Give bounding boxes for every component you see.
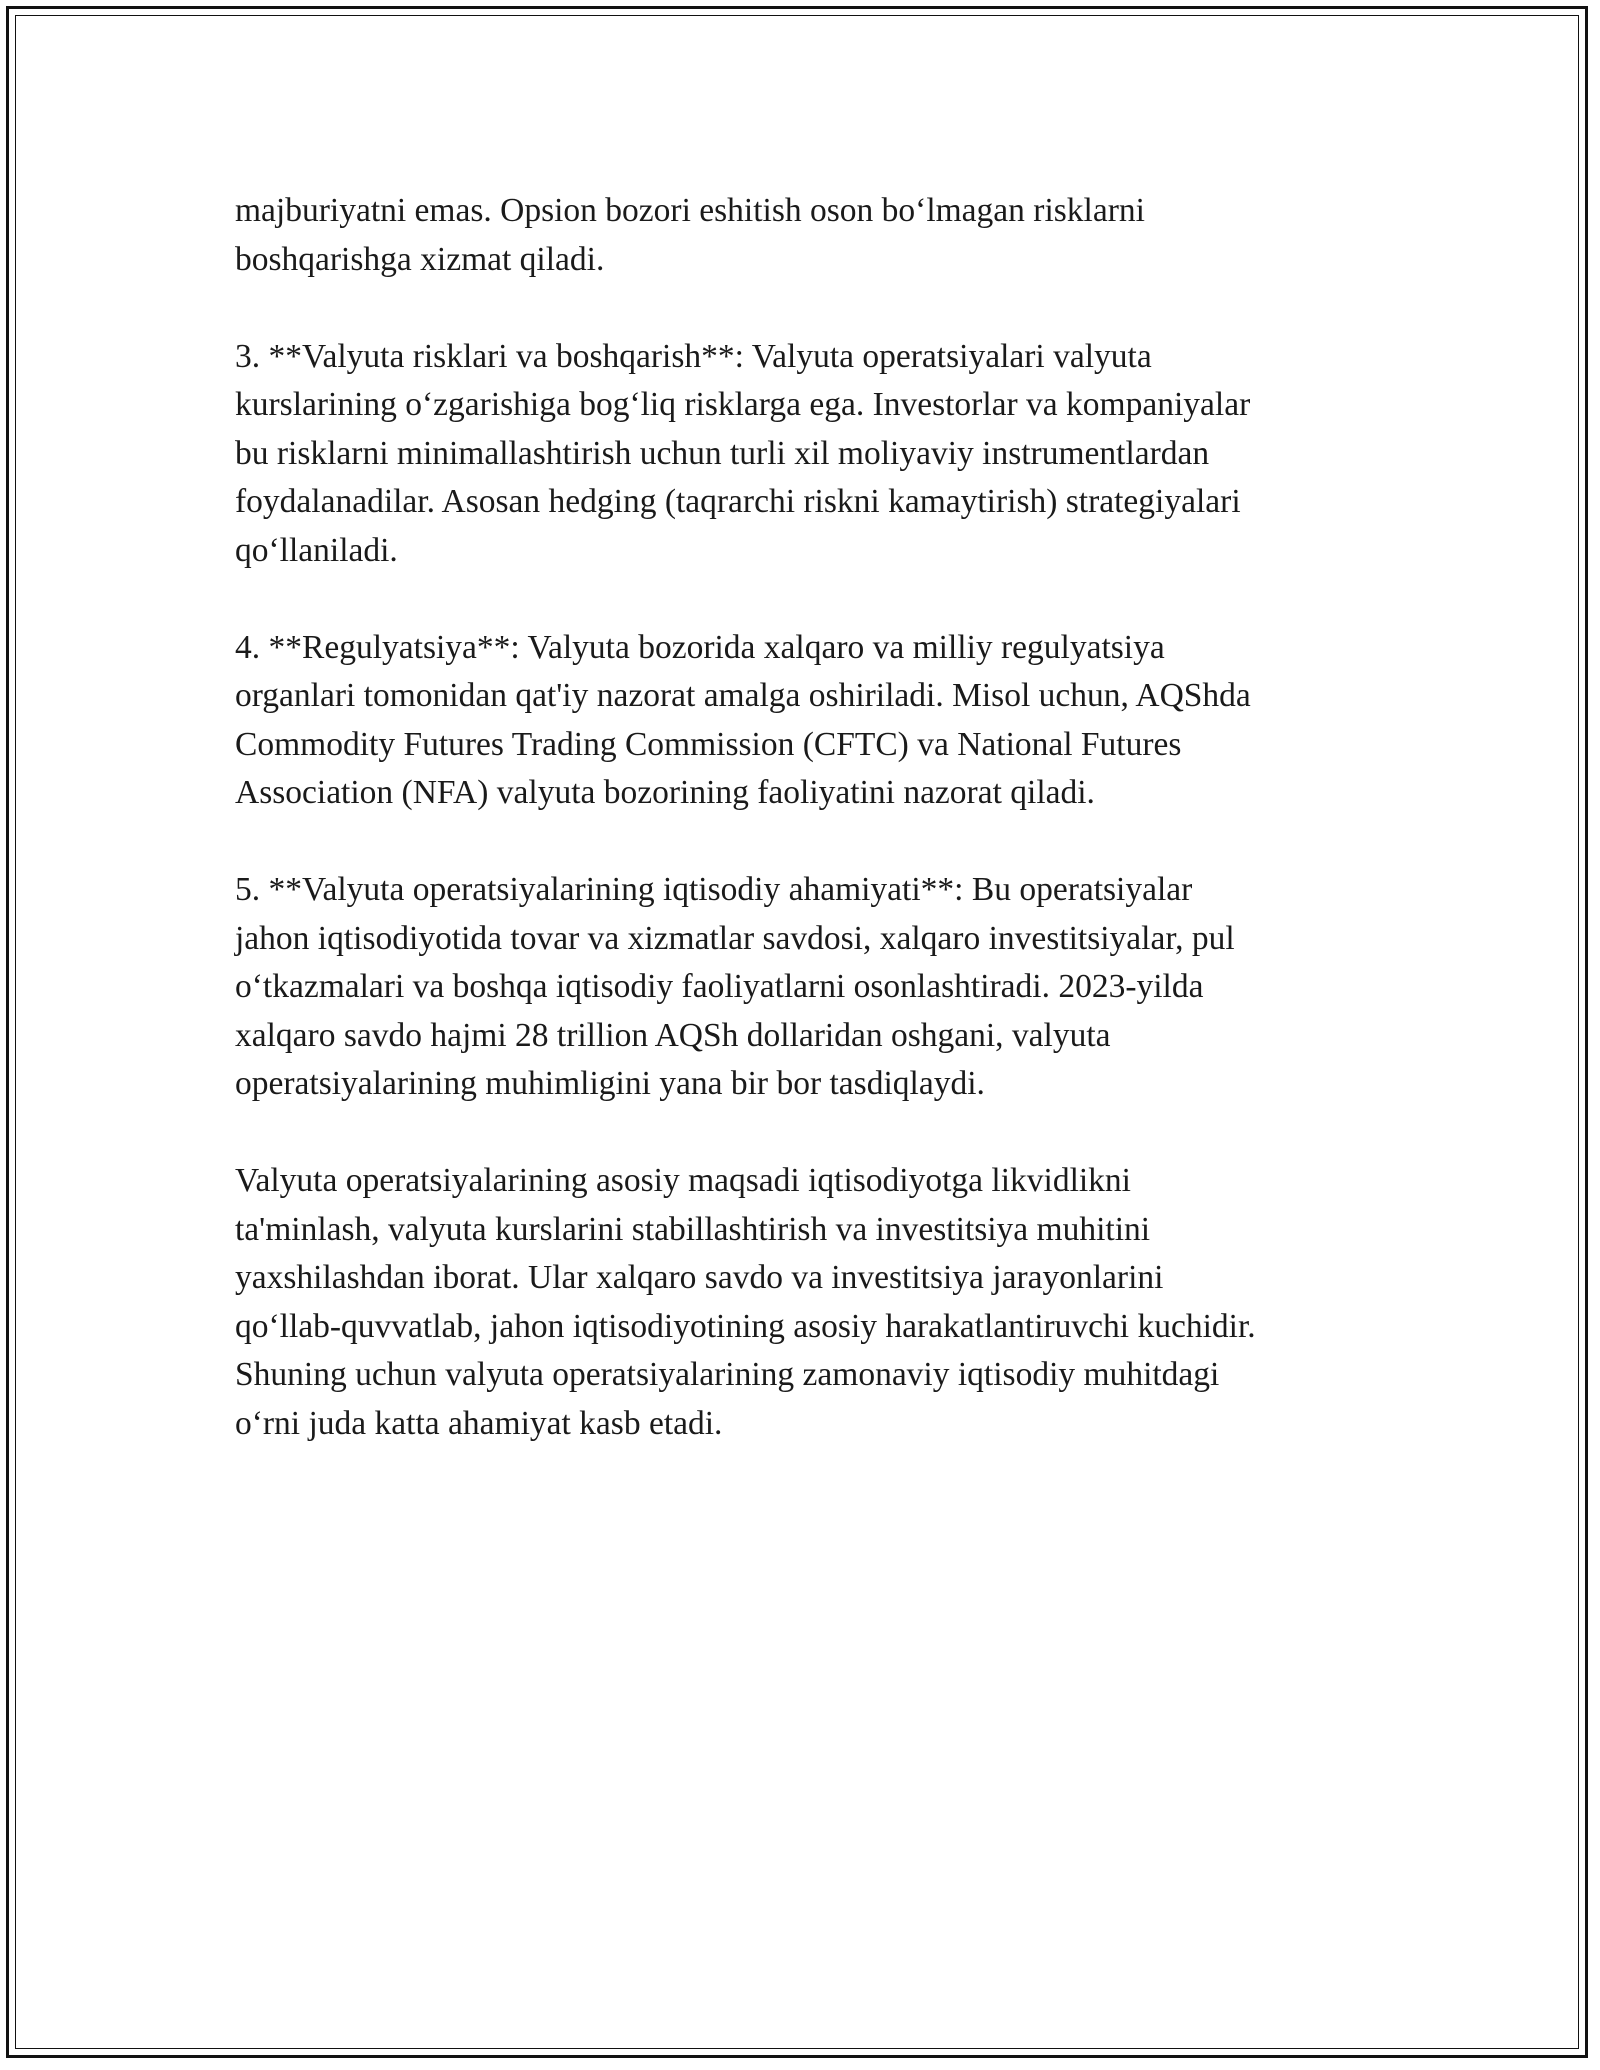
document-body: [235, 187, 1375, 1497]
paragraph-currency-risks: 3. **Valyuta risklari va boshqarish**: Valyuta operatsiyalari valyuta kurslarining o‘zgarishiga bog‘liq risklarga ega. Investorlar va kompaniyalar bu risklarni minimallashtirish uchun turli xil moliyaviy instrumentlardan foydalanadilar. Asosan hedging (taqrarchi riskni kamaytirish) strategiyalari qo‘llaniladi.: [235, 337, 1251, 569]
paragraph-options-continuation: majburiyatni emas. Opsion bozori eshitish oson bo‘lmagan risklarni boshqarishga xizmat qiladi.: [235, 192, 1145, 278]
paragraph-regulation: 4. **Regulyatsiya**: Valyuta bozorida xalqaro va milliy regulyatsiya organlari tomonidan qat'iy nazorat amalga oshiriladi. Misol uchun, AQShda Commodity Futures Trading Commission (CFTC) va National Futures Association (NFA) valyuta bozorining faoliyatini nazorat qiladi.: [235, 628, 1251, 811]
paragraph-economic-importance: 5. **Valyuta operatsiyalarining iqtisodiy ahamiyati**: Bu operatsiyalar jahon iqtisodiyotida tovar va xizmatlar savdosi, xalqaro investitsiyalar, pul o‘tkazmalari va boshqa iqtisodiy faoliyatlarni osonlashtiradi. 2023-yilda xalqaro savdo hajmi 28 trillion AQSh dollaridan oshgani, valyuta operatsiyalarining muhimligini yana bir bor tasdiqlaydi.: [235, 871, 1235, 1102]
paragraph-conclusion: Valyuta operatsiyalarining asosiy maqsadi iqtisodiyotga likvidlikni ta'minlash, valyuta kurslarini stabillashtirish va investitsiya muhitini yaxshilashdan iborat. Ular xalqaro savdo va investitsiya jarayonlarini qo‘llab-quvvatlab, jahon iqtisodiyotining asosiy harakatlantiruvchi kuchidir. Shuning uchun valyuta operatsiyalarining zamonaviy iqtisodiy muhitdagi o‘rni juda katta ahamiyat kasb etadi.: [235, 1162, 1256, 1442]
